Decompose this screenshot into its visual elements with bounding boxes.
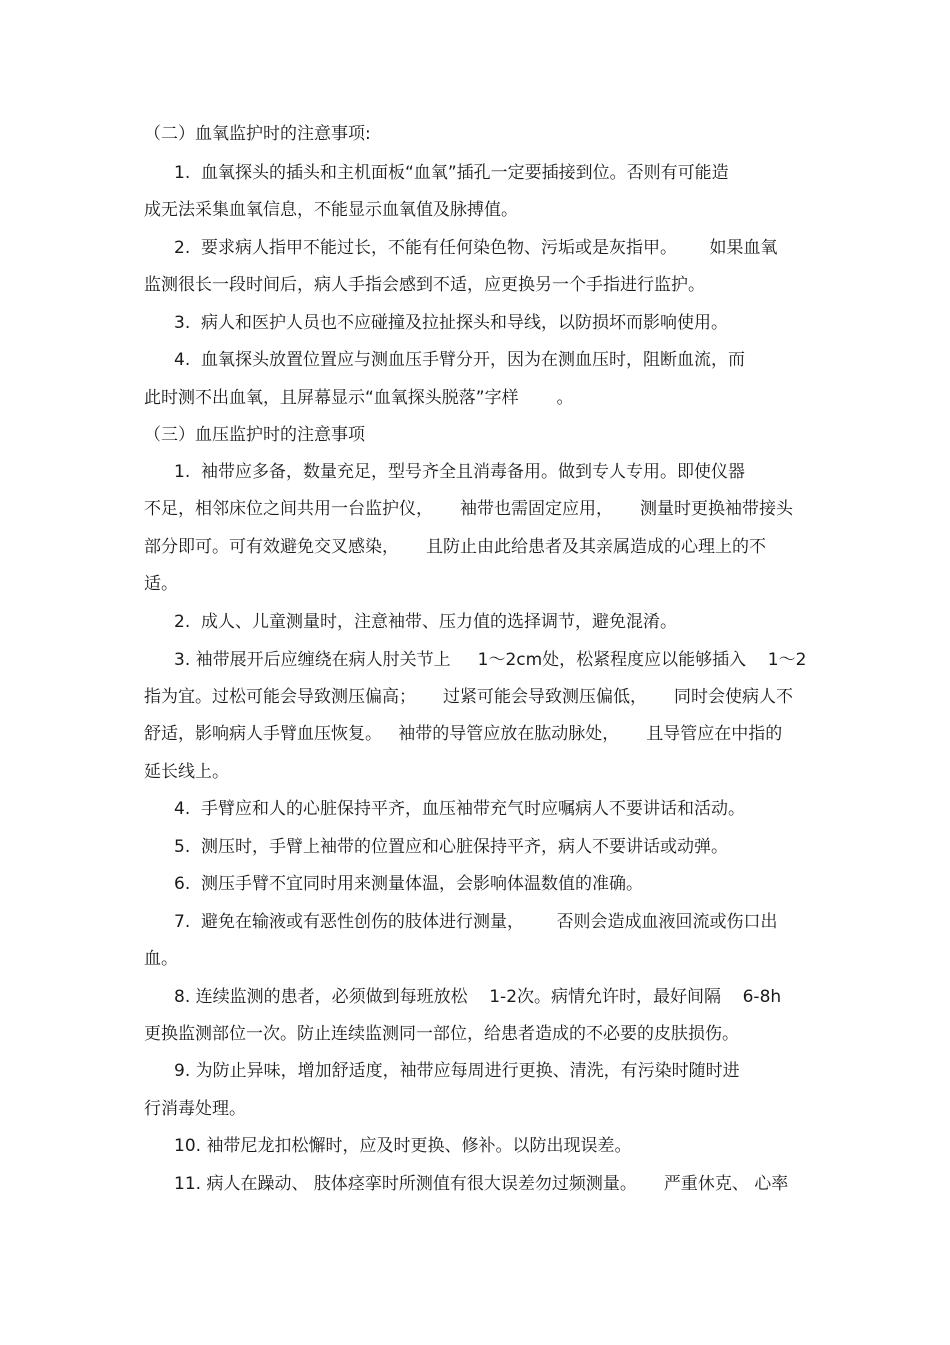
paragraph-line: 10. 袖带尼龙扣松懈时，应及时更换、修补。以防出现误差。: [174, 1136, 632, 1156]
paragraph-line: 不足，相邻床位之间共用一台监护仪， 袖带也需固定应用， 测量时更换袖带接头: [144, 499, 794, 519]
paragraph-line: 血。: [144, 949, 178, 969]
paragraph-line: 部分即可。可有效避免交叉感染， 且防止由此给患者及其亲属造成的心理上的不: [144, 537, 767, 557]
paragraph-line: 成无法采集血氧信息，不能显示血氧值及脉搏值。: [144, 200, 518, 220]
paragraph-line: 3. 袖带展开后应缠绕在病人肘关节上 1～2cm处，松紧程度应以能够插入 1～2: [174, 650, 807, 670]
paragraph-line: 7. 避免在输液或有恶性创伤的肢体进行测量， 否则会造成血液回流或伤口出: [174, 912, 778, 932]
paragraph-line: 4. 血氧探头放置位置应与测血压手臂分开，因为在测血压时，阻断血流，而: [174, 350, 746, 370]
paragraph-line: 3. 病人和医护人员也不应碰撞及拉扯探头和导线，以防损坏而影响使用。: [174, 313, 729, 333]
paragraph-line: 延长线上。: [144, 762, 229, 782]
paragraph-line: 舒适，影响病人手臂血压恢复。 袖带的导管应放在肱动脉处， 且导管应在中指的: [144, 724, 783, 744]
section-heading-blood-pressure: （三）血压监护时的注意事项: [144, 425, 365, 445]
paragraph-line: 监测很长一段时间后，病人手指会感到不适，应更换另一个手指进行监护。: [144, 275, 705, 295]
paragraph-line: 9. 为防止异味，增加舒适度，袖带应每周进行更换、清洗，有污染时随时进: [174, 1061, 740, 1081]
paragraph-line: 4. 手臂应和人的心脏保持平齐，血压袖带充气时应嘱病人不要讲话和活动。: [174, 799, 746, 819]
section-heading-blood-oxygen: （二）血氧监护时的注意事项:: [144, 124, 371, 144]
paragraph-line: 1. 袖带应多备，数量充足，型号齐全且消毒备用。做到专人专用。即使仪器: [174, 462, 746, 482]
paragraph-line: 8. 连续监测的患者，必须做到每班放松 1-2次。病情允许时，最好间隔 6-8h: [174, 987, 782, 1007]
paragraph-line: 6. 测压手臂不宜同时用来测量体温，会影响体温数值的准确。: [174, 874, 644, 894]
paragraph-line: 2. 成人、儿童测量时，注意袖带、压力值的选择调节，避免混淆。: [174, 612, 678, 632]
paragraph-line: 1. 血氧探头的插头和主机面板“血氧”插孔一定要插接到位。否则有可能造: [174, 163, 729, 183]
paragraph-line: 此时测不出血氧，且屏幕显示“血氧探头脱落”字样 。: [144, 388, 574, 408]
paragraph-line: 指为宜。过松可能会导致测压偏高； 过紧可能会导致测压偏低， 同时会使病人不: [144, 687, 794, 707]
paragraph-line: 行消毒处理。: [144, 1099, 246, 1119]
paragraph-line: 11. 病人在躁动、 肢体痉挛时所测值有很大误差勿过频测量。 严重休克、 心率: [174, 1174, 789, 1194]
paragraph-line: 更换监测部位一次。防止连续监测同一部位，给患者造成的不必要的皮肤损伤。: [144, 1024, 739, 1044]
paragraph-line: 5. 测压时，手臂上袖带的位置应和心脏保持平齐，病人不要讲话或动弹。: [174, 837, 729, 857]
paragraph-line: 适。: [144, 574, 178, 594]
paragraph-line: 2. 要求病人指甲不能过长，不能有任何染色物、污垢或是灰指甲。 如果血氧: [174, 238, 778, 258]
